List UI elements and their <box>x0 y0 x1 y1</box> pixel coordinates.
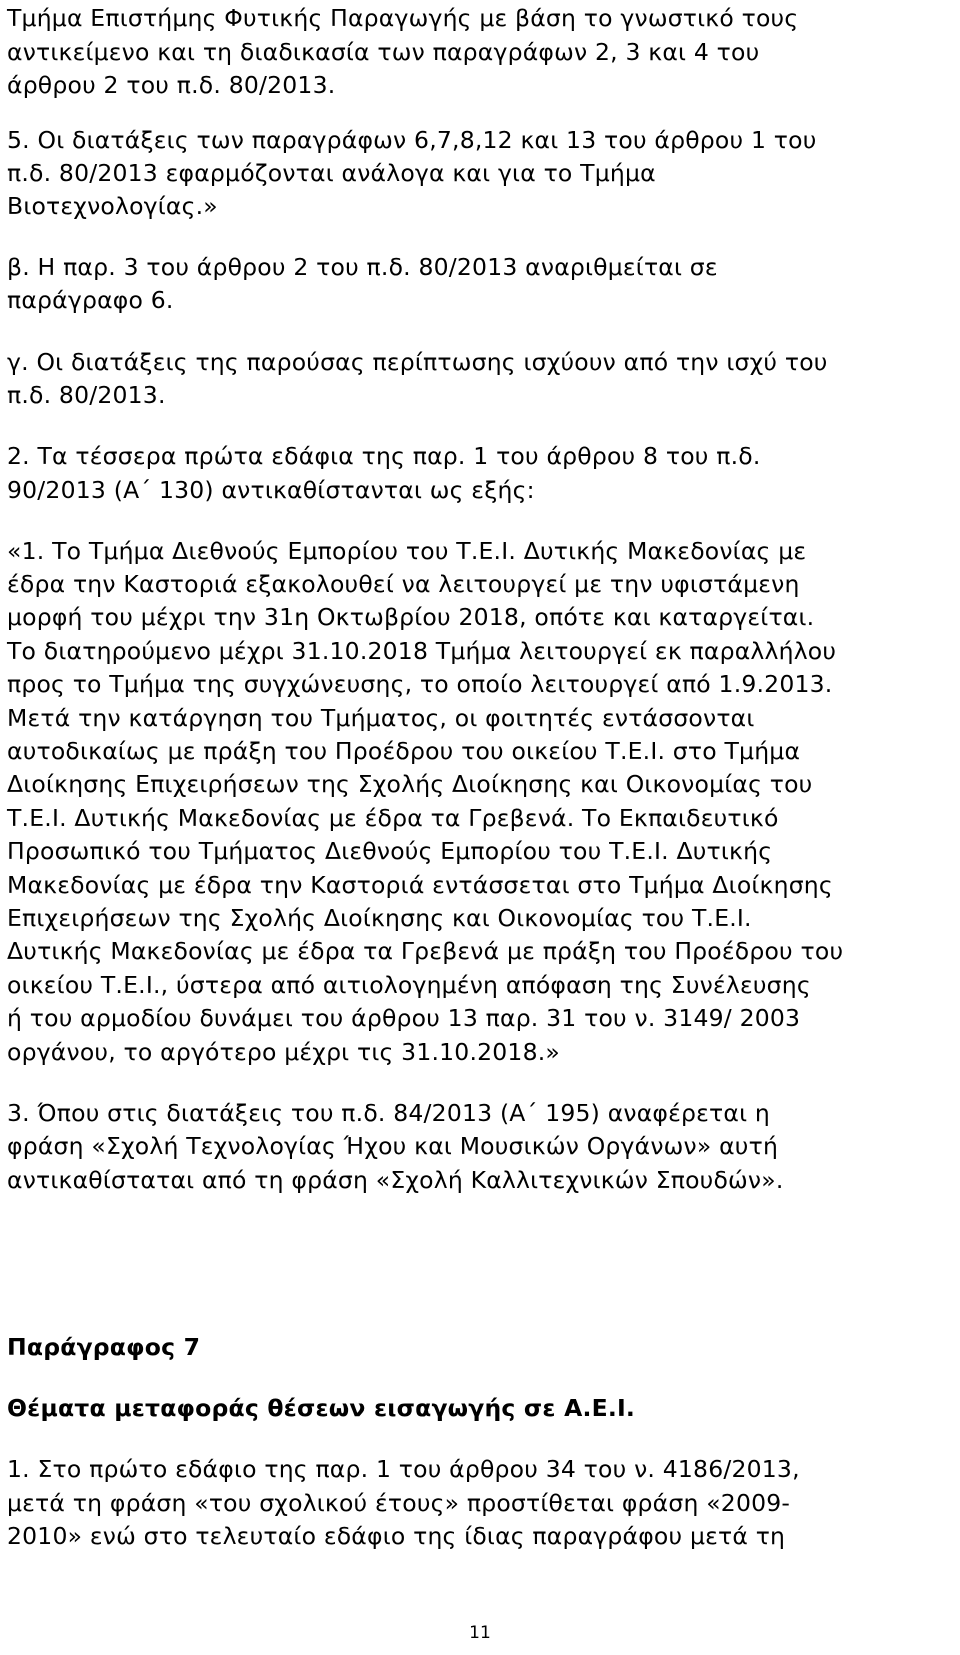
text-line: φράση «Σχολή Τεχνολογίας Ήχου και Μουσικών Οργάνων» αυτή <box>7 1132 779 1160</box>
text-line: 2010» ενώ στο τελευταίο εδάφιο της ίδιας παραγράφου μετά τη <box>7 1522 786 1550</box>
text-line: αυτοδικαίως με πράξη του Προέδρου του οικείου Τ.Ε.Ι. στο Τμήμα <box>7 737 801 765</box>
text-line: Διοίκησης Επιχειρήσεων της Σχολής Διοίκησης και Οικονομίας του <box>7 770 813 798</box>
text-line: παράγραφο 6. <box>7 286 174 314</box>
text-line: Μακεδονίας με έδρα την Καστοριά εντάσσεται στο Τμήμα Διοίκησης <box>7 871 833 899</box>
text-line: Τ.Ε.Ι. Δυτικής Μακεδονίας με έδρα τα Γρεβενά. Το Εκπαιδευτικό <box>7 804 779 832</box>
text-line: Επιχειρήσεων της Σχολής Διοίκησης και Οικονομίας του Τ.Ε.Ι. <box>7 904 752 932</box>
text-line: οικείου Τ.Ε.Ι., ύστερα από αιτιολογημένη απόφαση της Συνέλευσης <box>7 971 811 999</box>
text-line: μορφή του μέχρι την 31η Οκτωβρίου 2018, οπότε και καταργείται. <box>7 603 815 631</box>
text-line: γ. Οι διατάξεις της παρούσας περίπτωσης ισχύουν από την ισχύ του <box>7 348 828 376</box>
text-line: β. Η παρ. 3 του άρθρου 2 του π.δ. 80/2013 αναριθμείται σε <box>7 253 718 281</box>
text-line: ή του αρμοδίου δυνάμει του άρθρου 13 παρ. 31 του ν. 3149/ 2003 <box>7 1004 801 1032</box>
text-line: 2. Τα τέσσερα πρώτα εδάφια της παρ. 1 του άρθρου 8 του π.δ. <box>7 442 761 470</box>
text-line: αντικαθίσταται από τη φράση «Σχολή Καλλιτεχνικών Σπουδών». <box>7 1166 784 1194</box>
text-line: 5. Οι διατάξεις των παραγράφων 6,7,8,12 και 13 του άρθρου 1 του <box>7 126 817 154</box>
text-line: αντικείμενο και τη διαδικασία των παραγράφων 2, 3 και 4 του <box>7 38 760 66</box>
text-line: έδρα την Καστοριά εξακολουθεί να λειτουργεί με την υφιστάμενη <box>7 570 800 598</box>
text-line: Τμήμα Επιστήμης Φυτικής Παραγωγής με βάση το γνωστικό τους <box>7 4 799 32</box>
section-heading: Παράγραφος 7 <box>7 1333 201 1361</box>
text-line: π.δ. 80/2013 εφαρμόζονται ανάλογα και για το Τμήμα <box>7 159 656 187</box>
text-line: π.δ. 80/2013. <box>7 381 166 409</box>
text-line: «1. Το Τμήμα Διεθνούς Εμπορίου του Τ.Ε.Ι. Δυτικής Μακεδονίας με <box>7 537 807 565</box>
text-line: Δυτικής Μακεδονίας με έδρα τα Γρεβενά με πράξη του Προέδρου του <box>7 937 844 965</box>
page-number: 11 <box>469 1623 491 1643</box>
text-line: 90/2013 (Α΄ 130) αντικαθίστανται ως εξής: <box>7 476 535 504</box>
text-line: Το διατηρούμενο μέχρι 31.10.2018 Τμήμα λειτουργεί εκ παραλλήλου <box>7 637 837 665</box>
text-line: 1. Στο πρώτο εδάφιο της παρ. 1 του άρθρου 34 του ν. 4186/2013, <box>7 1455 800 1483</box>
text-line: Βιοτεχνολογίας.» <box>7 192 218 220</box>
text-line: άρθρου 2 του π.δ. 80/2013. <box>7 71 336 99</box>
text-line: 3. Όπου στις διατάξεις του π.δ. 84/2013 (Α΄ 195) αναφέρεται η <box>7 1099 770 1127</box>
text-line: οργάνου, το αργότερο μέχρι τις 31.10.2018.» <box>7 1038 560 1066</box>
text-line: Μετά την κατάργηση του Τμήματος, οι φοιτητές εντάσσονται <box>7 704 755 732</box>
text-line: προς το Τμήμα της συγχώνευσης, το οποίο λειτουργεί από 1.9.2013. <box>7 670 833 698</box>
text-line: μετά τη φράση «του σχολικού έτους» προστίθεται φράση «2009- <box>7 1489 791 1517</box>
section-subheading: Θέματα μεταφοράς θέσεων εισαγωγής σε Α.Ε.Ι. <box>7 1394 636 1422</box>
text-line: Προσωπικό του Τμήματος Διεθνούς Εμπορίου του Τ.Ε.Ι. Δυτικής <box>7 837 773 865</box>
